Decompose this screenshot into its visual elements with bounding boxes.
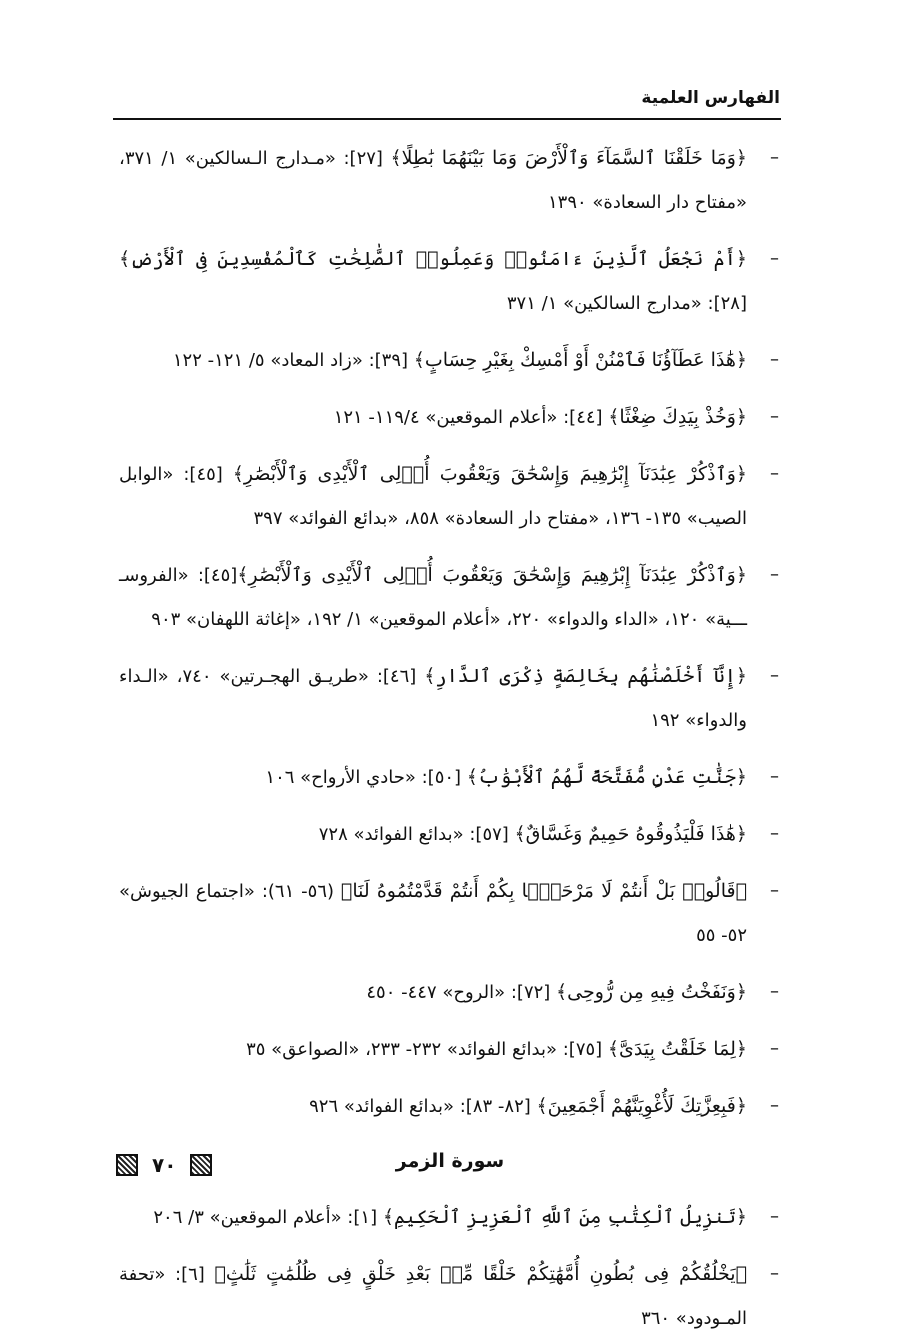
ornament-icon [116, 1154, 138, 1176]
quran-verse: ﴿أَمْ نَجْعَلُ ٱلَّذِينَ ءَامَنُوا۟ وَعَمِلُوا۟ ٱلصَّٰلِحَٰتِ كَٱلْمُفْسِدِينَ فِى ٱلْأَرْضِ﴾ [119, 248, 747, 270]
quran-verse: ﴿يَخْلُقُكُمْ فِى بُطُونِ أُمَّهَٰتِكُمْ خَلْقًا مِّنۢ بَعْدِ خَلْقٍ فِى ظُلُمَٰتٍ ثَلَٰثٍ﴾ [214, 1263, 747, 1285]
quran-verse: ﴿إِنَّآ أَخْلَصْنَٰهُم بِخَالِصَةٍ ذِكْرَى ٱلدَّارِ﴾ [424, 665, 747, 687]
reference-text: [٤٥]: «الفروسـ ـــية» ١٢٠، «الداء والدواء» ٢٢٠، «أعلام الموقعين» ١/ ١٩٢، «إغاثة اللهفان» ٩٠٣ [119, 565, 747, 630]
quran-verse: ﴿قَالُوا۟ بَلْ أَنتُمْ لَا مَرْحَبًۢا بِكُمْ أَنتُمْ قَدَّمْتُمُوهُ لَنَا﴾ [340, 880, 747, 902]
index-entry [119, 812, 781, 857]
reference-text: [٦]: «تحفة المـودود» ٣٦٠ [119, 1264, 747, 1329]
index-entry [119, 136, 781, 225]
index-entry [119, 452, 781, 541]
reference-text: [٤٤]: «أعلام الموقعين» ١١٩/٤- ١٢١ [333, 407, 609, 428]
index-entry [119, 869, 781, 958]
quran-verse: ﴿هَٰذَا فَلْيَذُوقُوهُ حَمِيمٌ وَغَسَّاقٌ﴾ [514, 823, 747, 845]
index-entry [119, 755, 781, 800]
quran-verse: ﴿لِمَا خَلَقْتُ بِيَدَىَّ﴾ [607, 1038, 747, 1060]
bullet-dash: – [770, 981, 779, 1002]
header-rule [113, 118, 781, 120]
bullet-dash: – [770, 248, 779, 269]
reference-text: (٥٦- ٦١): «اجتماع الجيوش» ٥٢- ٥٥ [119, 881, 747, 946]
bullet-dash: – [770, 147, 779, 168]
index-content [119, 124, 781, 1341]
bullet-dash: – [770, 406, 779, 427]
index-entry [119, 1027, 781, 1072]
bullet-dash: – [770, 766, 779, 787]
index-entry [119, 553, 781, 642]
index-entry [119, 1252, 781, 1341]
reference-text: [٤٦]: «طريـق الهجـرتين» ٧٤٠، «الـداء والدواء» ١٩٢ [119, 666, 747, 731]
reference-text: [٧٥]: «بدائع الفوائد» ٢٣٢- ٢٣٣، «الصواعق» ٣٥ [246, 1039, 608, 1060]
reference-text: [٢٨]: «مدارج السالكين» ١/ ٣٧١ [506, 293, 747, 314]
quran-verse: ﴿تَنزِيلُ ٱلْكِتَٰبِ مِنَ ٱللَّهِ ٱلْعَزِيزِ ٱلْحَكِيمِ﴾ [382, 1206, 747, 1228]
index-entry [119, 654, 781, 743]
reference-text: [٢٧]: «مـدارج الـسالكين» ١/ ٣٧١، «مفتاح دار السعادة» ١٣٩٠ [119, 148, 747, 213]
quran-verse: ﴿فَبِعِزَّتِكَ لَأُغْوِيَنَّهُمْ أَجْمَعِينَ﴾ [536, 1095, 747, 1117]
running-header-title: الفهارس العلمية [641, 88, 780, 108]
quran-verse: ﴿جَنَّٰتِ عَدْنٍ مُّفَتَّحَةً لَّهُمُ ٱلْأَبْوَٰبُ﴾ [466, 766, 747, 788]
index-entry [119, 1084, 781, 1129]
page-footer [116, 1150, 212, 1180]
index-entry [119, 237, 781, 326]
bullet-dash: – [770, 880, 779, 901]
ornament-icon [190, 1154, 212, 1176]
quran-verse: ﴿وَنَفَخْتُ فِيهِ مِن رُّوحِى﴾ [556, 981, 747, 1003]
reference-text: [٥٠]: «حادي الأرواح» ١٠٦ [265, 767, 467, 788]
quran-verse: ﴿وَخُذْ بِيَدِكَ ضِغْثًا﴾ [608, 406, 747, 428]
reference-text: [٥٧]: «بدائع الفوائد» ٧٢٨ [318, 824, 515, 845]
quran-verse: ﴿وَمَا خَلَقْنَا ٱلسَّمَآءَ وَٱلْأَرْضَ وَمَا بَيْنَهُمَا بَٰطِلًا﴾ [390, 147, 748, 169]
index-entry [119, 1195, 781, 1240]
bullet-dash: – [770, 665, 779, 686]
quran-verse: ﴿هَٰذَا عَطَآؤُنَا فَٱمْنُنْ أَوْ أَمْسِكْ بِغَيْرِ حِسَابٍ﴾ [413, 349, 747, 371]
bullet-dash: – [770, 1263, 779, 1284]
reference-text: [١]: «أعلام الموقعين» ٣/ ٢٠٦ [153, 1207, 383, 1228]
index-entry [119, 970, 781, 1015]
bullet-dash: – [770, 823, 779, 844]
page-number: ٧٠ [152, 1153, 177, 1177]
bullet-dash: – [770, 1095, 779, 1116]
bullet-dash: – [770, 1038, 779, 1059]
surah-heading: سورة الزمر [395, 1150, 505, 1172]
bullet-dash: – [770, 564, 779, 585]
reference-text: [٤٥]: «الوابل الصيب» ١٣٥- ١٣٦، «مفتاح دار السعادة» ٨٥٨، «بدائع الفوائد» ٣٩٧ [119, 464, 747, 529]
bullet-dash: – [770, 349, 779, 370]
bullet-dash: – [770, 1206, 779, 1227]
quran-verse: ﴿وَٱذْكُرْ عِبَٰدَنَآ إِبْرَٰهِيمَ وَإِسْحَٰقَ وَيَعْقُوبَ أُو۟لِى ٱلْأَيْدِى وَٱلْأَبْصَٰرِ﴾ [237, 564, 747, 586]
index-entry [119, 395, 781, 440]
quran-verse: ﴿وَٱذْكُرْ عِبَٰدَنَآ إِبْرَٰهِيمَ وَإِسْحَٰقَ وَيَعْقُوبَ أُو۟لِى ٱلْأَيْدِى وَٱلْأَبْصَٰرِ﴾ [232, 463, 748, 485]
reference-text: [٣٩]: «زاد المعاد» ٥/ ١٢١- ١٢٢ [172, 350, 414, 371]
bullet-dash: – [770, 463, 779, 484]
reference-text: [٨٢- ٨٣]: «بدائع الفوائد» ٩٢٦ [309, 1096, 537, 1117]
index-entry [119, 338, 781, 383]
reference-text: [٧٢]: «الروح» ٤٤٧- ٤٥٠ [366, 982, 557, 1003]
